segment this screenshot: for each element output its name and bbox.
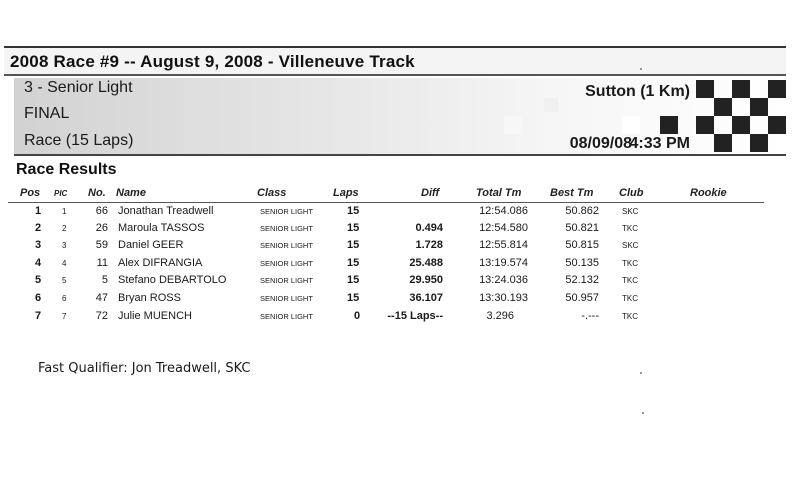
total-cell: 12:54.086	[479, 205, 528, 217]
pos-cell: 6	[35, 292, 42, 304]
club-cell: SKC	[622, 241, 639, 250]
laps-cell: 15	[347, 205, 360, 217]
no-cell: 72	[95, 310, 108, 322]
diff-cell: 29.950	[409, 274, 443, 286]
class-cell: SENIOR LIGHT	[260, 207, 313, 216]
total-cell: 12:55.814	[479, 239, 528, 251]
laps-cell: 0	[354, 310, 361, 322]
diff-cell: 36.107	[409, 292, 443, 304]
pos-cell: 2	[35, 222, 42, 234]
session-type: FINAL	[24, 105, 70, 122]
total-cell: 13:24.036	[479, 274, 528, 286]
name-cell: Alex DIFRANGIA	[118, 257, 203, 269]
best-cell: 50.862	[565, 205, 599, 217]
race-time: 4:33 PM	[629, 135, 690, 152]
club-cell: TKC	[622, 312, 638, 321]
no-cell: 59	[95, 239, 108, 251]
table-row	[0, 274, 800, 291]
total-cell: 3.296	[486, 310, 514, 322]
fast-qualifier-note: Fast Qualifier: Jon Treadwell, SKC	[38, 361, 251, 376]
total-cell: 12:54.580	[479, 222, 528, 234]
club-cell: TKC	[622, 259, 638, 268]
pos-cell: 3	[35, 239, 42, 251]
scan-speck	[640, 372, 642, 374]
table-row	[0, 239, 800, 256]
no-cell: 66	[95, 205, 108, 217]
table-row	[0, 205, 800, 222]
class-line: 3 - Senior Light	[24, 79, 133, 96]
club-cell: SKC	[622, 207, 639, 216]
diff-cell: 25.488	[409, 257, 443, 269]
pic-cell: 5	[62, 276, 67, 285]
col-header-best: Best Tm	[550, 187, 594, 199]
name-cell: Jonathan Treadwell	[118, 205, 214, 217]
class-cell: SENIOR LIGHT	[260, 259, 313, 268]
no-cell: 11	[96, 257, 108, 269]
pic-cell: 4	[62, 259, 67, 268]
header-rule	[8, 202, 764, 203]
col-header-name: Name	[116, 187, 146, 199]
col-header-laps: Laps	[333, 187, 359, 199]
pic-cell: 2	[62, 224, 67, 233]
title-bar	[4, 46, 786, 76]
table-row	[0, 257, 800, 274]
scan-speck	[642, 412, 644, 414]
race-header	[14, 78, 786, 156]
best-cell: 50.821	[565, 222, 599, 234]
track-name: Sutton (1 Km)	[585, 83, 690, 100]
name-cell: Stefano DEBARTOLO	[118, 274, 227, 286]
class-cell: SENIOR LIGHT	[260, 294, 313, 303]
col-header-diff: Diff	[421, 187, 440, 199]
laps-cell: 15	[347, 239, 360, 251]
laps-cell: 15	[347, 222, 360, 234]
diff-cell: 1.728	[415, 239, 443, 251]
class-cell: SENIOR LIGHT	[260, 276, 313, 285]
best-cell: 50.815	[565, 239, 599, 251]
diff-cell: --15 Laps--	[387, 310, 443, 322]
no-cell: 5	[101, 274, 108, 286]
pos-cell: 7	[35, 310, 42, 322]
laps-cell: 15	[347, 292, 360, 304]
name-cell: Bryan ROSS	[118, 292, 181, 304]
race-date: 08/09/08	[569, 135, 632, 152]
race-line: Race (15 Laps)	[24, 132, 134, 149]
laps-cell: 15	[347, 257, 360, 269]
best-cell: 50.135	[565, 257, 599, 269]
page-title: 2008 Race #9 -- August 9, 2008 - Villeneuve Track	[10, 52, 415, 71]
pos-cell: 1	[35, 205, 42, 217]
scan-speck	[640, 68, 642, 70]
diff-cell: 0.494	[415, 222, 443, 234]
total-cell: 13:30.193	[479, 292, 528, 304]
no-cell: 26	[95, 222, 108, 234]
name-cell: Julie MUENCH	[118, 310, 192, 322]
table-row	[0, 222, 800, 239]
total-cell: 13:19.574	[479, 257, 528, 269]
col-header-class: Class	[257, 187, 287, 199]
no-cell: 47	[95, 292, 108, 304]
name-cell: Daniel GEER	[118, 239, 184, 251]
name-cell: Maroula TASSOS	[118, 222, 205, 234]
col-header-club: Club	[619, 187, 644, 199]
class-cell: SENIOR LIGHT	[260, 224, 313, 233]
best-cell: 50.957	[565, 292, 599, 304]
club-cell: TKC	[622, 276, 638, 285]
club-cell: TKC	[622, 294, 638, 303]
pos-cell: 5	[35, 274, 42, 286]
club-cell: TKC	[622, 224, 638, 233]
col-header-pic: PIC	[54, 189, 68, 198]
section-title: Race Results	[16, 161, 117, 178]
pic-cell: 1	[62, 207, 67, 216]
best-cell: 52.132	[565, 274, 599, 286]
col-header-rookie: Rookie	[690, 187, 727, 199]
col-header-no: No.	[88, 187, 106, 199]
class-cell: SENIOR LIGHT	[260, 312, 313, 321]
col-header-total: Total Tm	[476, 187, 522, 199]
pos-cell: 4	[35, 257, 42, 269]
laps-cell: 15	[347, 274, 360, 286]
pic-cell: 6	[62, 294, 67, 303]
table-row	[0, 292, 800, 309]
class-cell: SENIOR LIGHT	[260, 241, 313, 250]
table-row	[0, 310, 800, 327]
pic-cell: 3	[62, 241, 67, 250]
pic-cell: 7	[62, 312, 67, 321]
best-cell: -.---	[581, 310, 599, 322]
col-header-pos: Pos	[20, 187, 41, 199]
